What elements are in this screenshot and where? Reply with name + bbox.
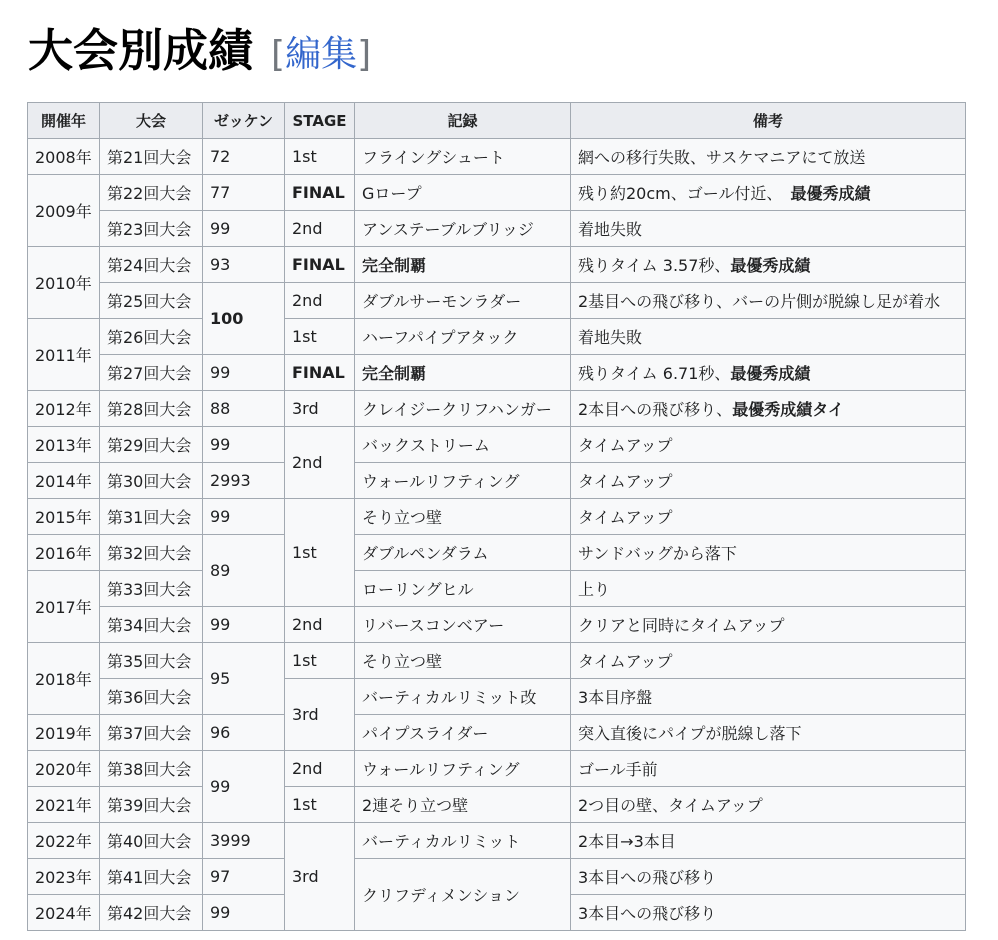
year-cell: 2009年 (28, 175, 100, 247)
table-header-row (28, 103, 966, 139)
stage-cell: 1st (285, 499, 355, 607)
event-cell: 第30回大会 (100, 463, 203, 499)
bib-cell: 99 (203, 499, 285, 535)
stage-cell: 3rd (285, 679, 355, 751)
year-cell: 2017年 (28, 571, 100, 643)
bib-cell: 89 (203, 535, 285, 607)
record-cell: バーティカルリミット (355, 823, 571, 859)
note-text: 残りタイム 3.57秒、 (578, 256, 731, 275)
note-highlight: 最優秀成績タイ (732, 400, 844, 419)
bib-cell: 77 (203, 175, 285, 211)
note-cell: サンドバッグから落下 (571, 535, 966, 571)
bib-cell: 99 (203, 895, 285, 931)
event-cell: 第33回大会 (100, 571, 203, 607)
note-cell: 3本目への飛び移り (571, 859, 966, 895)
stage-cell: 2nd (285, 283, 355, 319)
stage-cell: 3rd (285, 823, 355, 931)
record-cell: リバースコンベアー (355, 607, 571, 643)
record-cell: クレイジークリフハンガー (355, 391, 571, 427)
table-row (28, 427, 966, 463)
section-heading (28, 14, 371, 76)
table-row (28, 607, 966, 643)
note-cell: 網への移行失敗、サスケマニアにて放送 (571, 139, 966, 175)
bib-cell: 97 (203, 859, 285, 895)
edit-bracket-close: ] (357, 34, 372, 75)
stage-cell: 1st (285, 139, 355, 175)
edit-link[interactable]: 編集 (285, 34, 358, 75)
event-cell: 第32回大会 (100, 535, 203, 571)
note-cell: 2本目→3本目 (571, 823, 966, 859)
event-cell: 第21回大会 (100, 139, 203, 175)
event-cell: 第35回大会 (100, 643, 203, 679)
table-row (28, 463, 966, 499)
bib-cell: 99 (203, 607, 285, 643)
note-highlight: 最優秀成績 (790, 184, 871, 203)
bib-cell: 88 (203, 391, 285, 427)
table-row (28, 211, 966, 247)
bib-cell: 99 (203, 751, 285, 823)
event-cell: 第34回大会 (100, 607, 203, 643)
table-row (28, 499, 966, 535)
section-title: 大会別成績 (28, 24, 254, 77)
record-cell: ハーフパイプアタック (355, 319, 571, 355)
note-cell (571, 355, 966, 391)
event-cell: 第22回大会 (100, 175, 203, 211)
bib-cell: 3999 (203, 823, 285, 859)
note-highlight: 最優秀成績 (730, 364, 811, 383)
event-cell: 第28回大会 (100, 391, 203, 427)
column-header: 記録 (355, 103, 571, 139)
year-cell: 2016年 (28, 535, 100, 571)
record-cell: 完全制覇 (355, 247, 571, 283)
note-cell: 上り (571, 571, 966, 607)
year-cell: 2012年 (28, 391, 100, 427)
note-text: 残り約20cm、ゴール付近、 (578, 184, 791, 203)
table-row (28, 319, 966, 355)
note-cell: タイムアップ (571, 463, 966, 499)
event-cell: 第24回大会 (100, 247, 203, 283)
note-cell: 3本目序盤 (571, 679, 966, 715)
event-cell: 第37回大会 (100, 715, 203, 751)
table-row (28, 571, 966, 607)
year-cell: 2020年 (28, 751, 100, 787)
stage-cell: 1st (285, 643, 355, 679)
column-header: 大会 (100, 103, 203, 139)
bib-cell: 100 (203, 283, 285, 355)
record-cell: Gロープ (355, 175, 571, 211)
note-cell: 2つ目の壁、タイムアップ (571, 787, 966, 823)
column-header: 開催年 (28, 103, 100, 139)
note-cell (571, 391, 966, 427)
bib-cell: 2993 (203, 463, 285, 499)
year-cell: 2010年 (28, 247, 100, 319)
year-cell: 2015年 (28, 499, 100, 535)
column-header: STAGE (285, 103, 355, 139)
year-cell: 2013年 (28, 427, 100, 463)
results-table (27, 102, 966, 931)
bib-cell: 95 (203, 643, 285, 715)
record-cell: 2連そり立つ壁 (355, 787, 571, 823)
year-cell: 2018年 (28, 643, 100, 715)
year-cell: 2021年 (28, 787, 100, 823)
table-row (28, 355, 966, 391)
event-cell: 第29回大会 (100, 427, 203, 463)
stage-cell: 3rd (285, 391, 355, 427)
event-cell: 第40回大会 (100, 823, 203, 859)
record-cell: フライングシュート (355, 139, 571, 175)
year-cell: 2024年 (28, 895, 100, 931)
note-cell: 3本目への飛び移り (571, 895, 966, 931)
table-row (28, 391, 966, 427)
note-cell: クリアと同時にタイムアップ (571, 607, 966, 643)
table-row (28, 787, 966, 823)
stage-cell: FINAL (285, 247, 355, 283)
record-cell: パイプスライダー (355, 715, 571, 751)
bib-cell: 96 (203, 715, 285, 751)
column-header: ゼッケン (203, 103, 285, 139)
event-cell: 第26回大会 (100, 319, 203, 355)
record-cell: クリフディメンション (355, 859, 571, 931)
note-cell: 突入直後にパイプが脱線し落下 (571, 715, 966, 751)
table-row (28, 643, 966, 679)
year-cell: 2019年 (28, 715, 100, 751)
record-cell: ウォールリフティング (355, 751, 571, 787)
year-cell: 2008年 (28, 139, 100, 175)
record-cell: バーティカルリミット改 (355, 679, 571, 715)
table-body (28, 139, 966, 931)
stage-cell: 2nd (285, 751, 355, 787)
stage-cell: 2nd (285, 427, 355, 499)
table-row (28, 823, 966, 859)
edit-section (271, 26, 371, 77)
stage-cell: 1st (285, 787, 355, 823)
event-cell: 第31回大会 (100, 499, 203, 535)
note-cell: タイムアップ (571, 643, 966, 679)
bib-cell: 99 (203, 355, 285, 391)
note-cell (571, 247, 966, 283)
table-row (28, 283, 966, 319)
year-cell: 2014年 (28, 463, 100, 499)
note-cell: 着地失敗 (571, 319, 966, 355)
note-cell: タイムアップ (571, 499, 966, 535)
note-text: 残りタイム 6.71秒、 (578, 364, 731, 383)
record-cell: ダブルサーモンラダー (355, 283, 571, 319)
event-cell: 第42回大会 (100, 895, 203, 931)
record-cell: ウォールリフティング (355, 463, 571, 499)
bib-cell: 99 (203, 427, 285, 463)
record-cell: 完全制覇 (355, 355, 571, 391)
event-cell: 第38回大会 (100, 751, 203, 787)
stage-cell: 1st (285, 319, 355, 355)
note-cell (571, 175, 966, 211)
column-header: 備考 (571, 103, 966, 139)
event-cell: 第36回大会 (100, 679, 203, 715)
stage-cell: FINAL (285, 175, 355, 211)
note-cell: ゴール手前 (571, 751, 966, 787)
record-cell: バックストリーム (355, 427, 571, 463)
year-cell: 2023年 (28, 859, 100, 895)
note-text: 2本目への飛び移り、 (578, 400, 733, 419)
record-cell: そり立つ壁 (355, 499, 571, 535)
record-cell: そり立つ壁 (355, 643, 571, 679)
note-cell: タイムアップ (571, 427, 966, 463)
event-cell: 第39回大会 (100, 787, 203, 823)
note-highlight: 最優秀成績 (730, 256, 811, 275)
table-row (28, 247, 966, 283)
table-row (28, 175, 966, 211)
note-cell: 着地失敗 (571, 211, 966, 247)
event-cell: 第41回大会 (100, 859, 203, 895)
event-cell: 第23回大会 (100, 211, 203, 247)
event-cell: 第25回大会 (100, 283, 203, 319)
bib-cell: 99 (203, 211, 285, 247)
note-cell: 2基目への飛び移り、バーの片側が脱線し足が着水 (571, 283, 966, 319)
table-row (28, 139, 966, 175)
record-cell: ダブルペンダラム (355, 535, 571, 571)
table-row (28, 751, 966, 787)
table-row (28, 715, 966, 751)
table-row (28, 859, 966, 895)
stage-cell: FINAL (285, 355, 355, 391)
table-row (28, 535, 966, 571)
year-cell: 2011年 (28, 319, 100, 391)
record-cell: アンステーブルブリッジ (355, 211, 571, 247)
table-row (28, 679, 966, 715)
stage-cell: 2nd (285, 211, 355, 247)
stage-cell: 2nd (285, 607, 355, 643)
bib-cell: 72 (203, 139, 285, 175)
record-cell: ローリングヒル (355, 571, 571, 607)
bib-cell: 93 (203, 247, 285, 283)
year-cell: 2022年 (28, 823, 100, 859)
edit-bracket-open: [ (271, 34, 286, 75)
event-cell: 第27回大会 (100, 355, 203, 391)
